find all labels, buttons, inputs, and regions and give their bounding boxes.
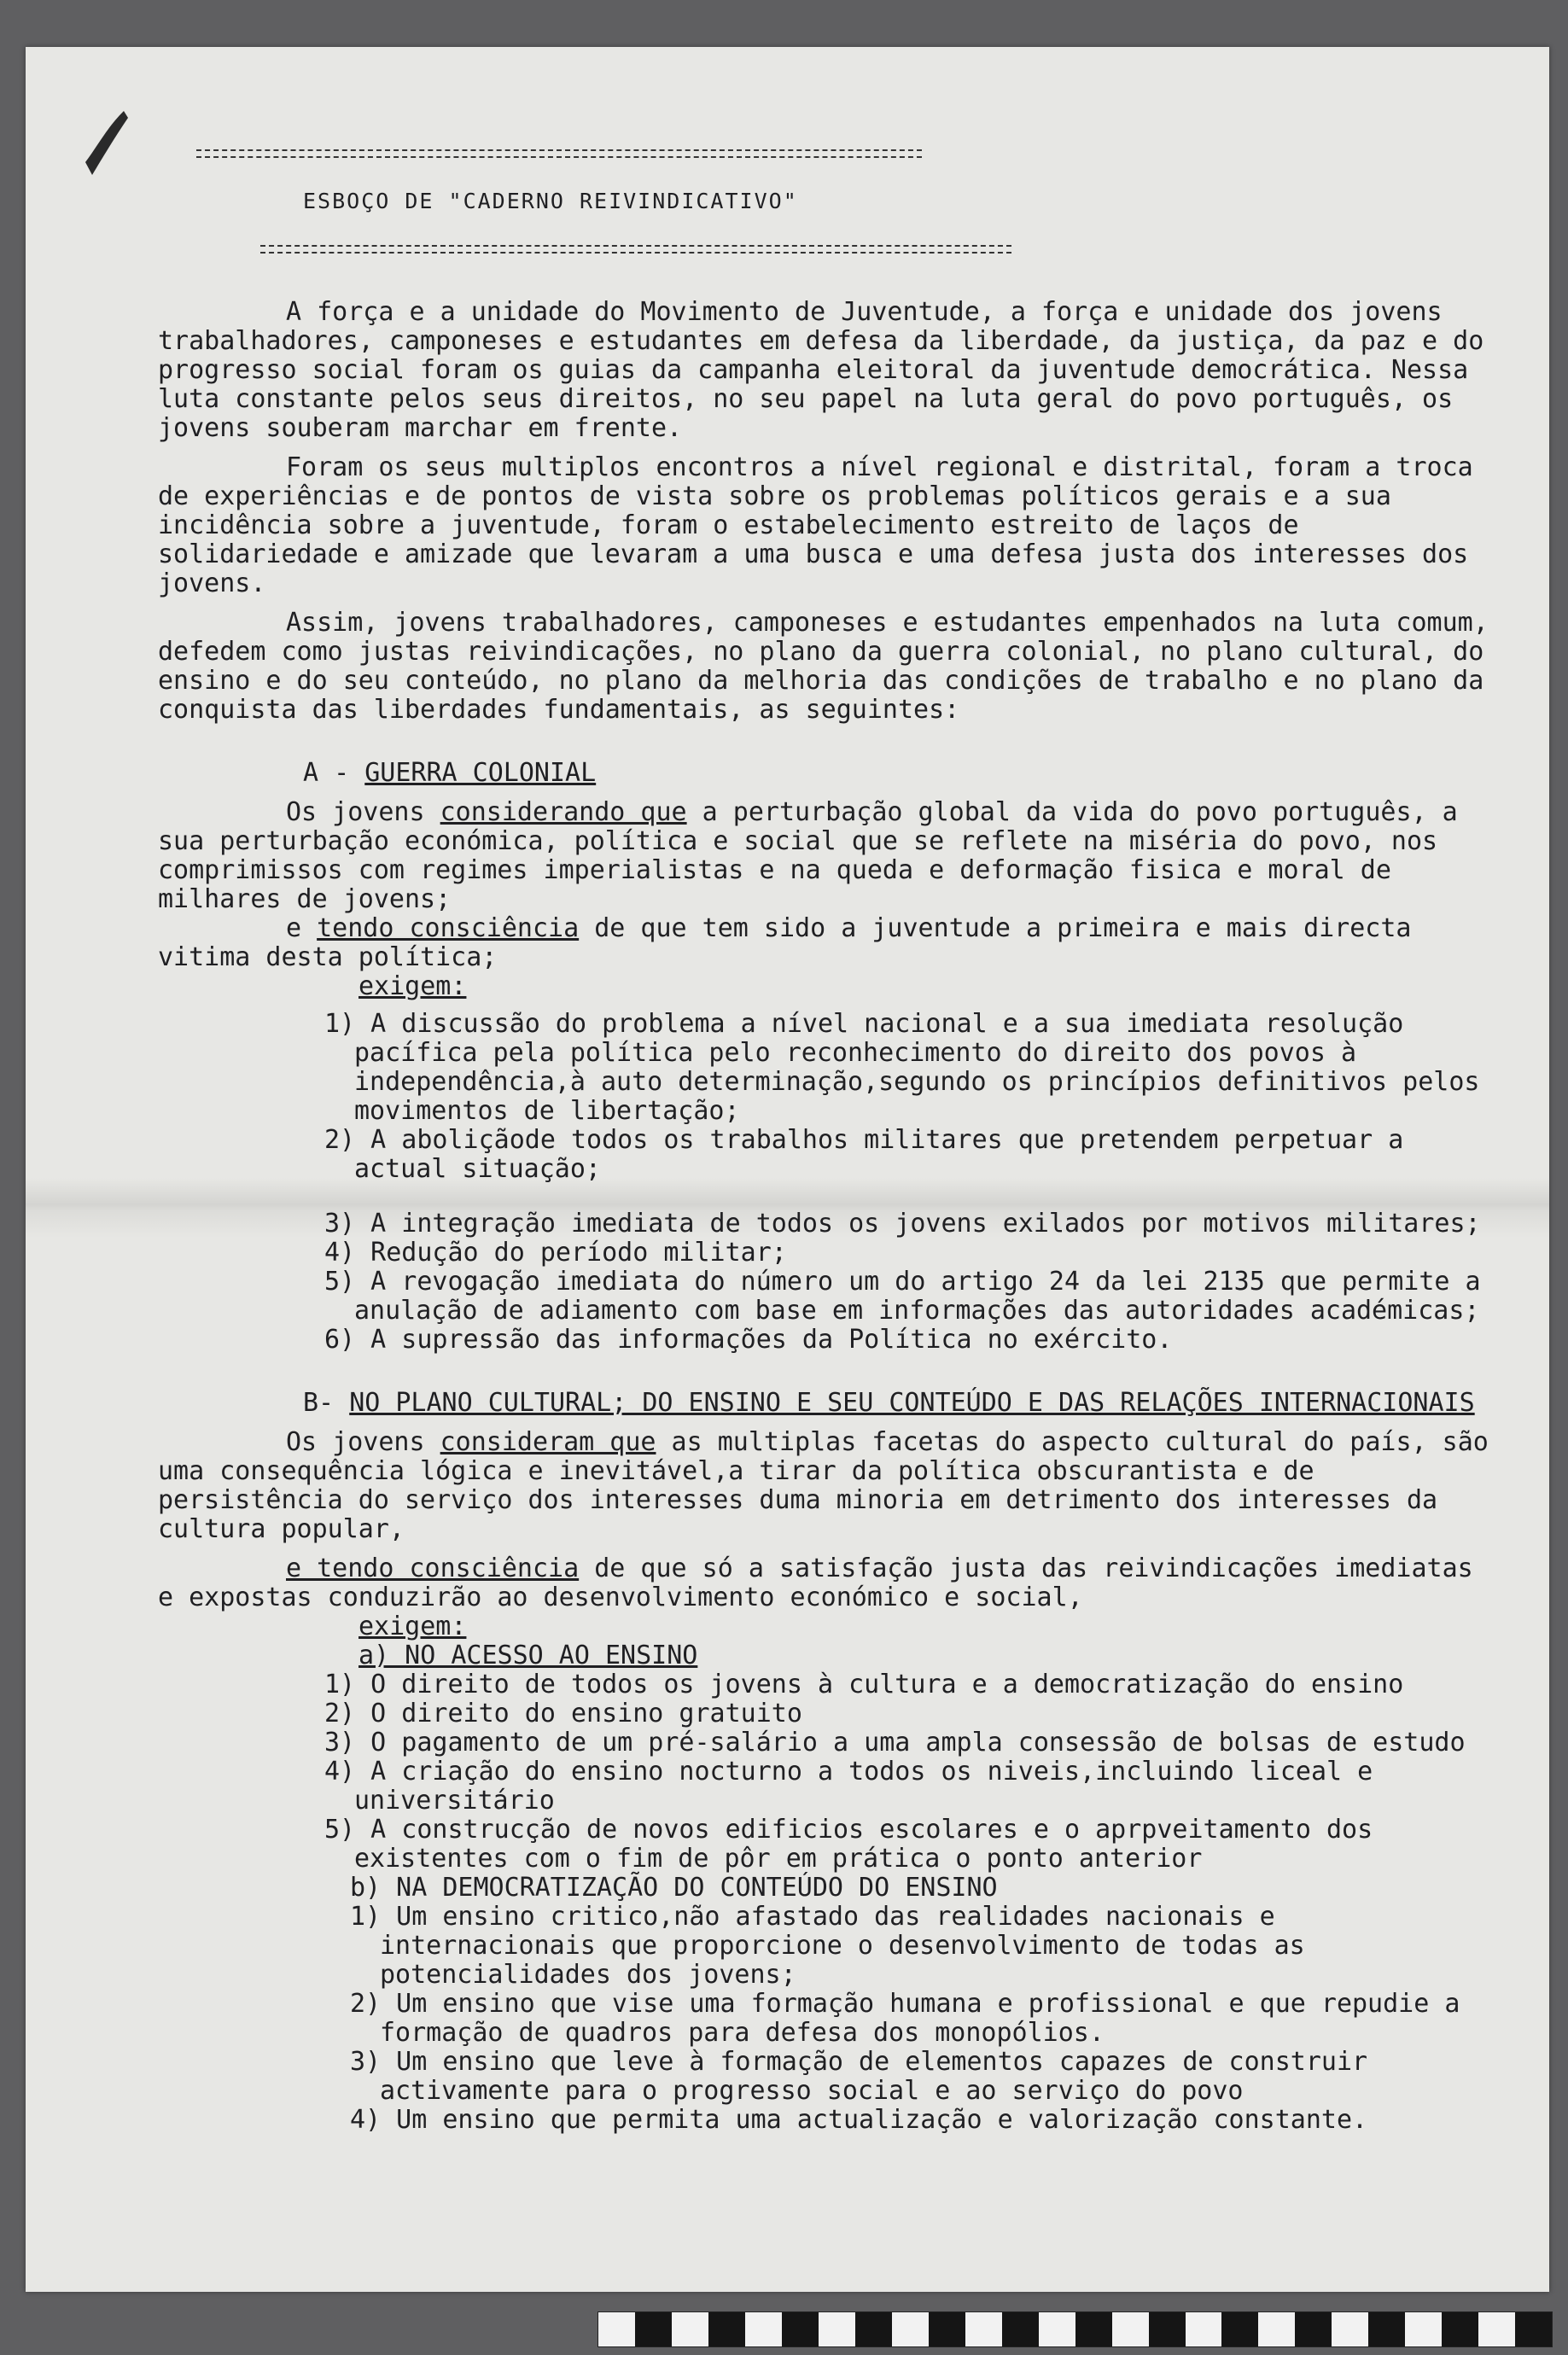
list-item: 2) Um ensino que vise uma formação humana e profissional e que repudie a formação de quadros para defesa dos monopólios. <box>350 1989 1460 2048</box>
title-rule-top <box>196 149 922 151</box>
list-item: 4) Um ensino que permita uma actualização e valorização constante. <box>350 2105 1368 2135</box>
subsection-heading: a) NO ACESSO AO ENSINO <box>358 1641 698 1670</box>
section-a-paragraph: e tendo consciência de que tem sido a juventude a primeira e mais directa vitima desta política; <box>158 913 1412 972</box>
list-item: 3) Um ensino que leve à formação de elementos capazes de construir activamente para o progresso social e ao serviço do povo <box>350 2047 1368 2106</box>
intro-paragraph: Foram os seus multiplos encontros a nível regional e distrital, foram a troca de experiências e de pontos de vista sobre os problemas políticos gerais e a sua incidência sobre a juventude, foram o estabelecimento estreito de laços de solidariedade e amizade que levaram a uma busca e uma defesa justa dos interesses dos jovens. <box>158 452 1473 598</box>
list-item: 1) O direito de todos os jovens à cultura e a democratização do ensino <box>324 1670 1404 1699</box>
list-item: 5) A revogação imediata do número um do artigo 24 da lei 2135 que permite a anulação de adiamento com base em informações das autoridades académicas; <box>324 1267 1481 1326</box>
intro-paragraph: Assim, jovens trabalhadores, camponeses e estudantes empenhados na luta comum, defedem como justas reivindicações, no plano da guerra colonial, no plano cultural, do ensino e do seu conteúdo, no plano da melhoria das condições de trabalho e no plano da conquista das liberdades fundamentais, as seguintes: <box>158 608 1489 725</box>
list-item: 6) A supressão das informações da Política no exército. <box>324 1325 1173 1355</box>
document-sheet <box>26 47 1549 2292</box>
document-title: ESBOÇO DE "CADERNO REIVINDICATIVO" <box>303 189 798 213</box>
torn-corner-mark <box>77 94 137 205</box>
list-item: 4) Redução do período militar; <box>324 1238 787 1268</box>
list-item: 2) O direito do ensino gratuito <box>324 1699 802 1728</box>
section-a-heading: A - GUERRA COLONIAL <box>303 758 597 788</box>
demand-label: exigem: <box>358 971 467 1001</box>
list-item: 1) Um ensino critico,não afastado das realidades nacionais e internacionais que proporcione o desenvolvimento de todas as potencialidades dos jovens; <box>350 1902 1305 1990</box>
title-rule-bottom <box>260 245 1011 247</box>
section-a-paragraph: Os jovens considerando que a perturbação global da vida do povo português, a sua perturbação económica, política e social que se reflete na miséria do povo, nos comprimissos com regimes imperialistas e na queda e deformação fisica e moral de milhares de jovens; <box>158 797 1458 914</box>
list-item: 3) A integração imediata de todos os jovens exilados por motivos militares; <box>324 1209 1481 1239</box>
section-b-heading: B- NO PLANO CULTURAL; DO ENSINO E SEU CONTEÚDO E DAS RELAÇÕES INTERNACIONAIS <box>303 1388 1475 1418</box>
subsection-heading: b) NA DEMOCRATIZAÇÃO DO CONTEÚDO DO ENSINO <box>350 1873 998 1903</box>
list-item: 5) A construcção de novos edificios escolares e o aprpveitamento dos existentes com o fim de pôr em prática o ponto anterior <box>324 1815 1373 1874</box>
section-b-paragraph: e tendo consciência de que só a satisfação justa das reivindicações imediatas e expostas conduzirão ao desenvolvimento económico e social, <box>158 1553 1473 1612</box>
scale-ruler <box>597 2311 1553 2347</box>
list-item: 2) A aboliçãode todos os trabalhos militares que pretendem perpetuar a actual situação; <box>324 1125 1404 1184</box>
document-body <box>158 149 1489 2135</box>
demand-label: exigem: <box>358 1612 467 1641</box>
list-item: 4) A criação do ensino nocturno a todos os niveis,incluindo liceal e universitário <box>324 1757 1373 1816</box>
intro-paragraph: A força e a unidade do Movimento de Juventude, a força e unidade dos jovens trabalhadores, camponeses e estudantes em defesa da liberdade, da justiça, da paz e do progresso social foram os guias da campanha eleitoral da juventude democrática. Nessa luta constante pelos seus direitos, no seu papel na luta geral do povo português, os jovens souberam marchar em frente. <box>158 297 1484 443</box>
section-b-paragraph: Os jovens consideram que as multiplas facetas do aspecto cultural do país, são uma consequência lógica e inevitável,a tirar da política obscurantista e de persistência do serviço dos interesses duma minoria em detrimento dos interesses da cultura popular, <box>158 1427 1489 1544</box>
list-item: 3) O pagamento de um pré-salário a uma ampla consessão de bolsas de estudo <box>324 1728 1466 1758</box>
list-item: 1) A discussão do problema a nível nacional e a sua imediata resolução pacífica pela política pelo reconhecimento do direito dos povos à independência,à auto determinação,segundo os princípios definitivos pelos movimentos de libertação; <box>324 1009 1480 1126</box>
